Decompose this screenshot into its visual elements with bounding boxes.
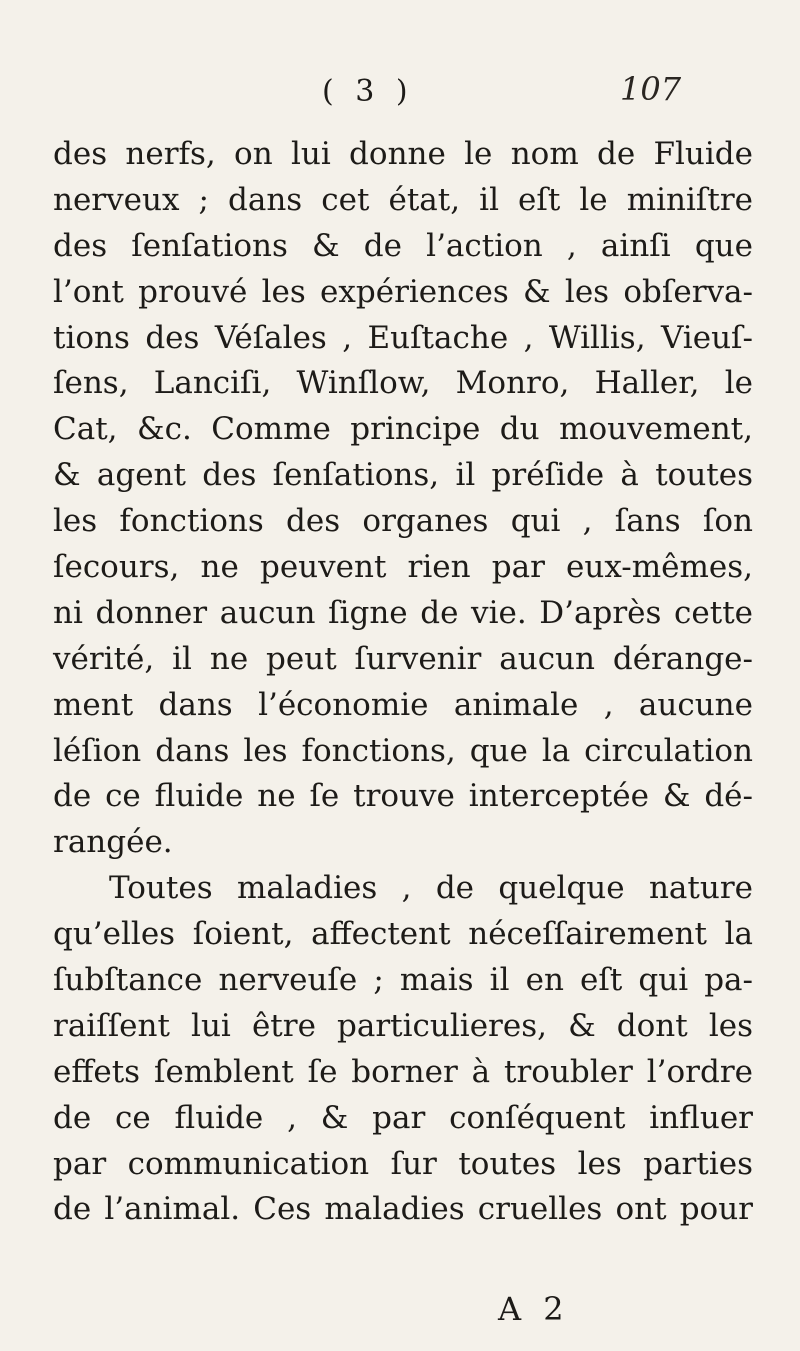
text-line: l’ont prouvé les expériences & les obſerva- [53,273,753,310]
text-line: qu’elles ſoient, affectent néceſſairement la [53,916,753,953]
text-line: tions des Véſales , Euſtache , Willis, Vieuſ- [53,319,753,356]
handwritten-folio-number: 107 [620,70,682,108]
text-line: des ſenſations & de l’action , ainſi que [53,227,753,264]
paragraph-start-line: Toutes maladies , de quelque nature [109,870,753,907]
body-text [53,132,753,1233]
page-number: ( 3 ) [322,74,414,109]
text-line: Cat, &c. Comme principe du mouvement, [53,411,753,448]
text-line: effets ſemblent ſe borner à troubler l’ordre [53,1053,753,1090]
text-line: & agent des ſenſations, il préſide à toutes [53,457,753,494]
page-header [0,70,800,114]
text-line: des nerfs, on lui donne le nom de Fluide [53,136,753,172]
text-line: de ce fluide ne ſe trouve interceptée & dé- [53,778,753,815]
text-line: ſecours, ne peuvent rien par eux-mêmes, [53,549,753,586]
printer-signature-mark: A 2 [498,1290,570,1328]
text-line: ment dans l’économie animale , aucune [53,686,753,723]
text-line: ſens, Lanciſi, Winſlow, Monro, Haller, le [53,365,753,402]
text-line: les fonctions des organes qui , ſans ſon [53,503,753,540]
paragraph-end-line: rangée. [53,824,173,861]
text-line: nerveux ; dans cet état, il eſt le miniſtre [53,181,753,218]
text-line: vérité, il ne peut ſurvenir aucun dérange- [53,640,753,677]
text-line: de l’animal. Ces maladies cruelles ont pour [53,1191,753,1228]
text-line: raiſſent lui être particulieres, & dont les [53,1007,753,1044]
text-line: par communication ſur toutes les parties [53,1145,753,1182]
text-line: léſion dans les fonctions, que la circulation [53,732,753,769]
text-line: ſubſtance nerveuſe ; mais il en eſt qui pa- [53,962,753,999]
text-line: de ce fluide , & par conſéquent influer [53,1099,753,1136]
text-line: ni donner aucun ſigne de vie. D’après cette [53,594,753,631]
